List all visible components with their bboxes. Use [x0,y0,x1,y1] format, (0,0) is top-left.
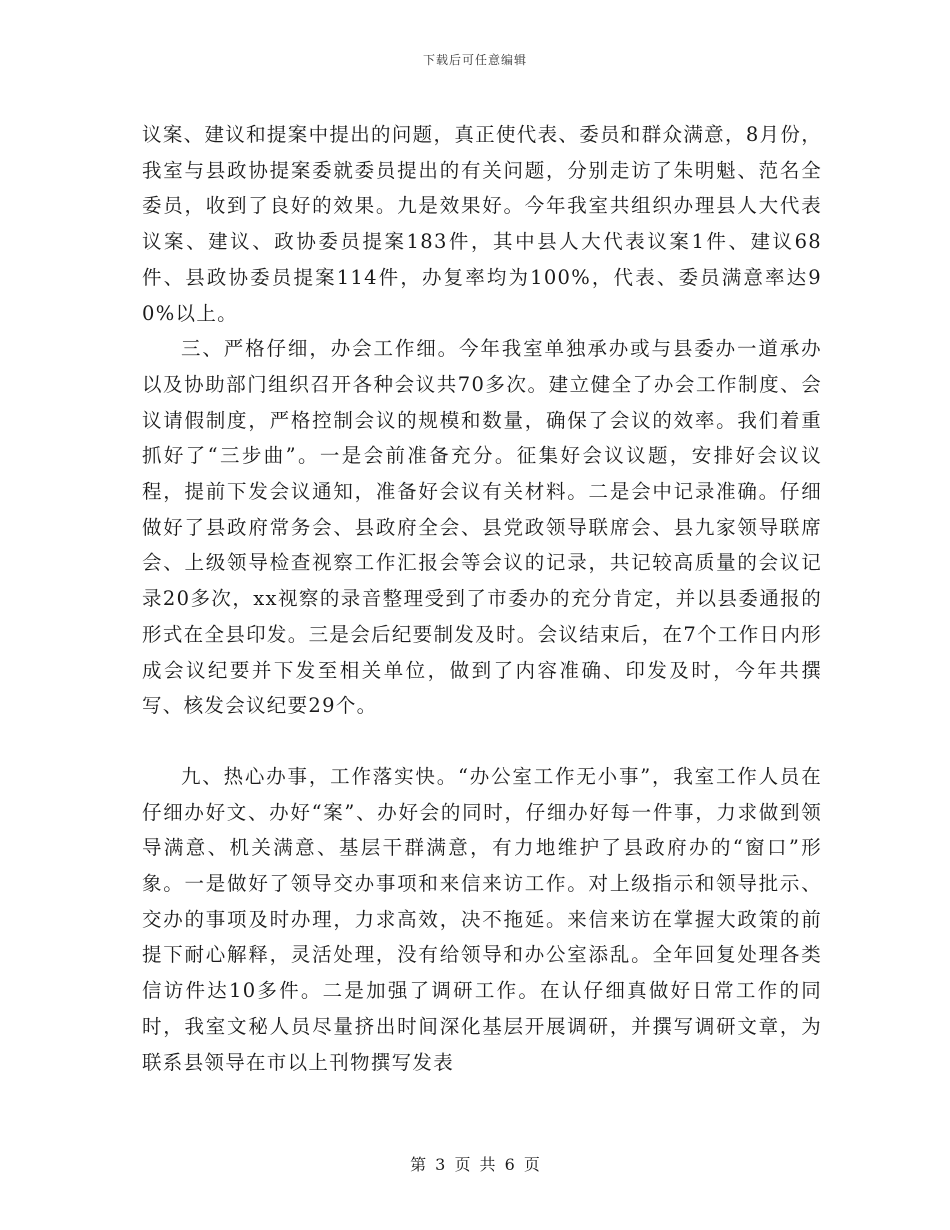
paragraph-section-three: 三、严格仔细，办会工作细。今年我室单独承办或与县委办一道承办以及协助部门组织召开各种会议共70多次。建立健全了办会工作制度、会议请假制度，严格控制会议的规模和数量，确保了会议的效率。我们着重抓好了“三步曲”。一是会前准备充分。征集好会议议题，安排好会议议程，提前下发会议通知，准备好会议有关材料。二是会中记录准确。仔细做好了县政府常务会、县政府全会、县党政领导联席会、县九家领导联席会、上级领导检查视察工作汇报会等会议的记录，共记较高质量的会议记录20多次，xx视察的录音整理受到了市委办的充分肯定，并以县委通报的形式在全县印发。三是会后纪要制发及时。会议结束后，在7个工作日内形成会议纪要并下发至相关单位，做到了内容准确、印发及时，今年共撰写、核发会议纪要29个。 [142,337,822,718]
page-header: 下载后可任意编辑 [422,53,527,67]
page-number: 第 3 页 共 6 页 [410,1155,540,1174]
paragraph-continuation: 议案、建议和提案中提出的问题，真正使代表、委员和群众满意，8月份，我室与县政协提案委就委员提出的有关问题，分别走访了朱明魁、范名全委员，收到了良好的效果。九是效果好。今年我室共组织办理县人大代表议案、建议、政协委员提案183件，其中县人大代表议案1件、建议68件、县政协委员提案114件，办复率均为100%，代表、委员满意率达90%以上。 [142,123,822,325]
paragraph-section-nine: 九、热心办事，工作落实快。“办公室工作无小事”，我室工作人员在仔细办好文、办好“案”、办好会的同时，仔细办好每一件事，力求做到领导满意、机关满意、基层干群满意，有力地维护了县政府办的“窗口”形象。一是做好了领导交办事项和来信来访工作。对上级指示和领导批示、交办的事项及时办理，力求高效，决不拖延。来信来访在掌握大政策的前提下耐心解释，灵活处理，没有给领导和办公室添乱。全年回复处理各类信访件达10多件。二是加强了调研工作。在认仔细真做好日常工作的同时，我室文秘人员尽量挤出时间深化基层开展调研，并撰写调研文章，为联系县领导在市以上刊物撰写发表 [142,764,822,1074]
document-body [142,117,822,1080]
